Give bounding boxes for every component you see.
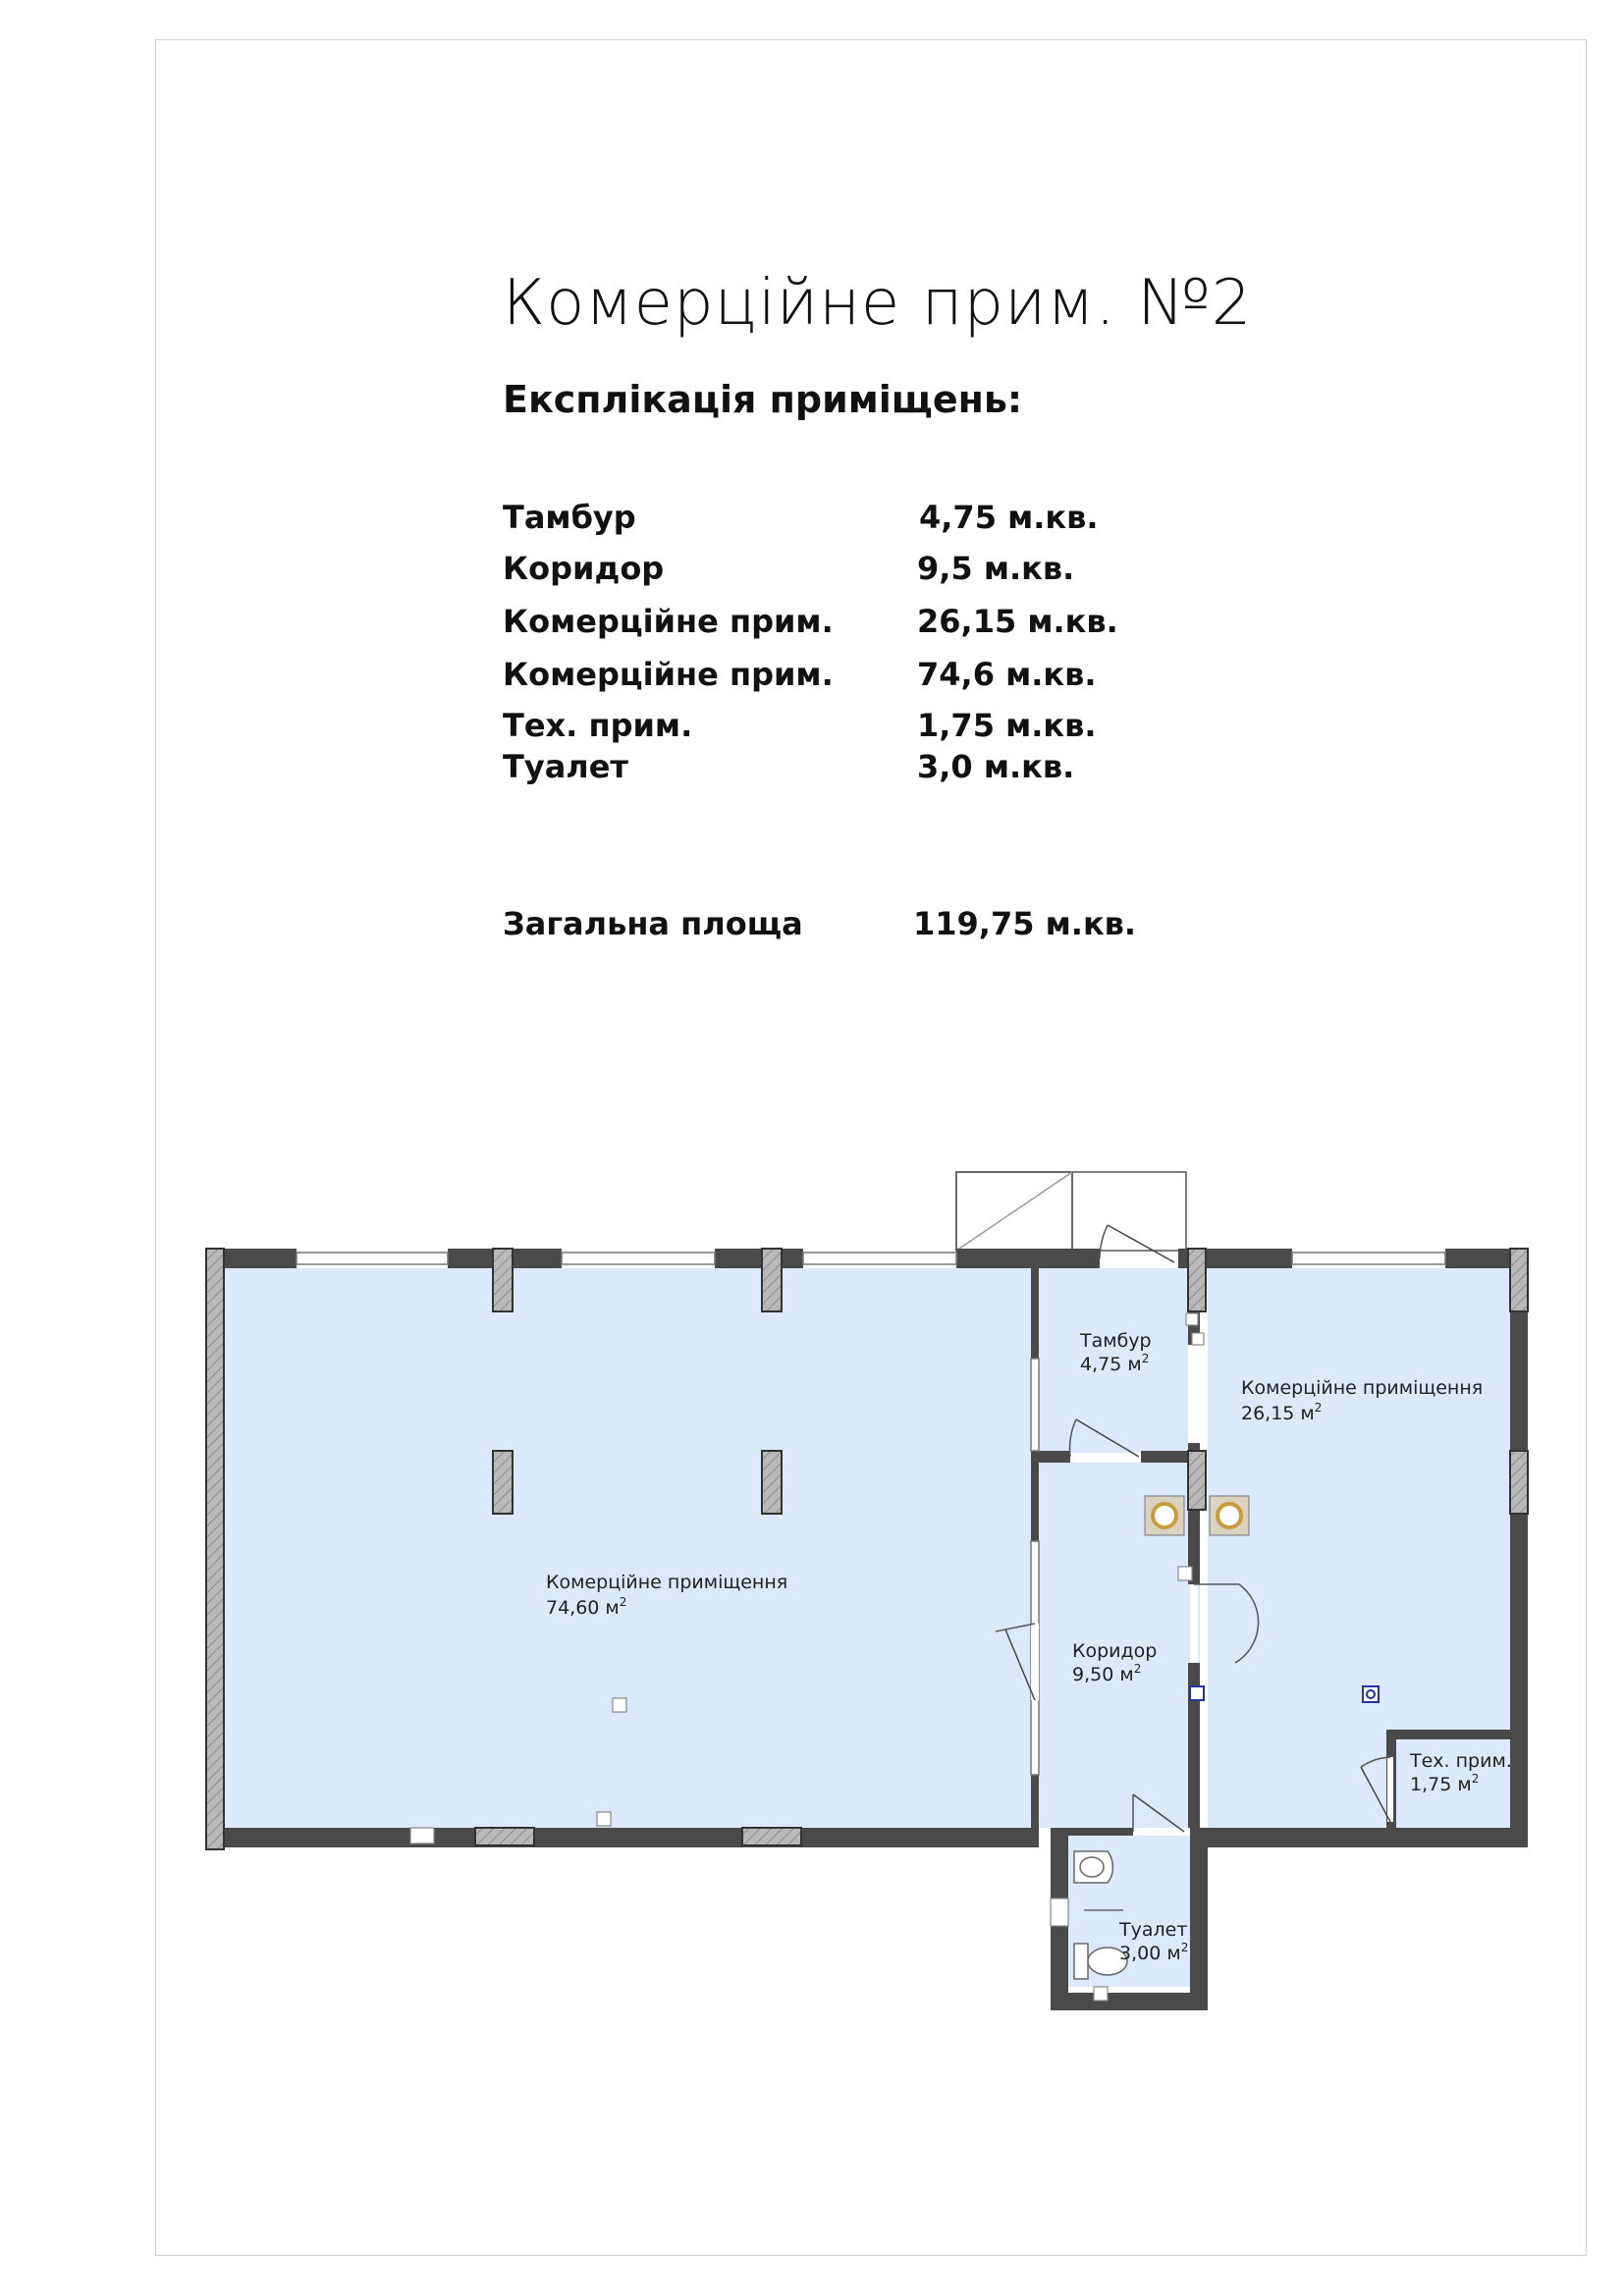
room-label-commercial-main-area: 74,60 $м^2$ [546,1595,627,1619]
room-area: 26,15 м.кв. [917,603,1118,640]
room-name: Комерційне прим. [503,603,834,640]
room-area: 9,5 м.кв. [917,550,1075,587]
room-name: Тех. прим. [503,707,693,744]
room-area: 1,75 м.кв. [917,707,1097,744]
room-label-toilet-area: 3,00 $м^2$ [1119,1941,1189,1964]
room-area: 3,0 м.кв. [917,748,1075,785]
explication-heading: Експлікація приміщень: [503,378,1023,421]
room-label-commercial-main-name: Комерційне приміщення [546,1572,788,1593]
room-label-commercial-right-area: 26,15 $м^2$ [1241,1401,1323,1424]
room-area: 4,75 м.кв. [919,499,1099,536]
room-label-tech-name: Тех. прим. [1410,1750,1512,1772]
room-name: Коридор [503,550,665,587]
room-label-tech-area: 1,75 $м^2$ [1410,1772,1480,1795]
room-label-tambur-name: Тамбур [1080,1330,1152,1352]
room-name: Туалет [503,748,628,785]
entrance-canopy [956,1172,1186,1251]
room-label-toilet-name: Туалет [1119,1919,1188,1941]
total-label: Загальна площа [503,905,803,942]
room-fills [224,1268,1510,1987]
room-label-tambur-area: 4,75 $м^2$ [1080,1352,1150,1375]
room-label-corridor-area: 9,50 $м^2$ [1072,1662,1142,1685]
room-commercial-main [224,1268,1031,1828]
room-name: Комерційне прим. [503,656,834,693]
total-area: 119,75 м.кв. [913,905,1137,942]
page-title: Комерційне прим. №2 [503,267,1253,340]
room-area: 74,6 м.кв. [917,656,1097,693]
room-name: Тамбур [503,499,636,536]
room-label-corridor-name: Коридор [1072,1640,1158,1662]
room-label-commercial-right-name: Комерційне приміщення [1241,1377,1484,1399]
